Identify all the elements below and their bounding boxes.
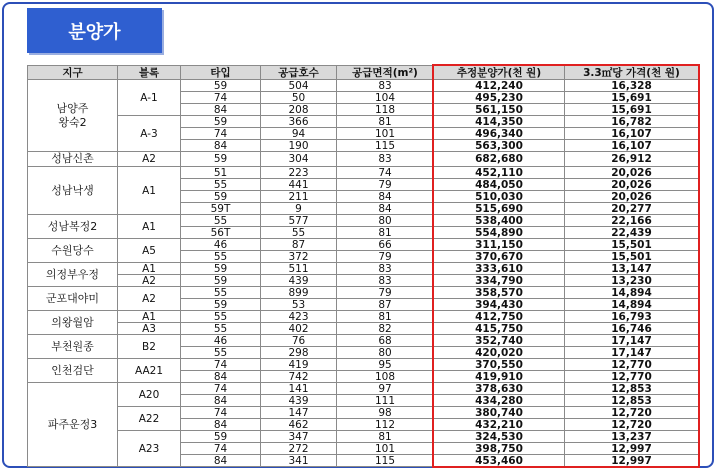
section-title-badge: 분양가 — [27, 8, 162, 53]
region-cell: 수원당수 — [28, 239, 118, 263]
area-cell: 79 — [337, 251, 434, 263]
area-cell: 81 — [337, 311, 434, 323]
header-type: 타입 — [181, 66, 261, 80]
type-cell: 74 — [181, 128, 261, 140]
units-cell: 76 — [261, 335, 337, 347]
units-cell: 419 — [261, 359, 337, 371]
price-per-pyeong-cell: 22,439 — [565, 227, 699, 239]
units-cell: 53 — [261, 299, 337, 311]
est-price-cell: 561,150 — [434, 104, 565, 116]
type-cell: 59 — [181, 431, 261, 443]
area-cell: 118 — [337, 104, 434, 116]
area-cell: 80 — [337, 347, 434, 359]
area-cell: 115 — [337, 455, 434, 467]
price-per-pyeong-cell: 17,147 — [565, 335, 699, 347]
area-cell: 97 — [337, 383, 434, 395]
type-cell: 59 — [181, 116, 261, 128]
area-cell: 66 — [337, 239, 434, 251]
est-price-cell: 414,350 — [434, 116, 565, 128]
area-cell: 87 — [337, 299, 434, 311]
area-cell: 84 — [337, 203, 434, 215]
area-cell: 74 — [337, 167, 434, 179]
units-cell: 577 — [261, 215, 337, 227]
price-per-pyeong-cell: 16,107 — [565, 140, 699, 152]
price-per-pyeong-cell: 14,894 — [565, 287, 699, 299]
units-cell: 439 — [261, 275, 337, 287]
type-cell: 46 — [181, 335, 261, 347]
type-cell: 59 — [181, 152, 261, 167]
region-cell: 파주운정3 — [28, 383, 118, 467]
price-per-pyeong-cell: 12,997 — [565, 443, 699, 455]
type-cell: 59T — [181, 203, 261, 215]
area-cell: 68 — [337, 335, 434, 347]
units-cell: 402 — [261, 323, 337, 335]
area-cell: 83 — [337, 80, 434, 92]
units-cell: 742 — [261, 371, 337, 383]
region-cell: 의왕월암 — [28, 311, 118, 335]
area-cell: 104 — [337, 92, 434, 104]
area-cell: 81 — [337, 227, 434, 239]
area-cell: 98 — [337, 407, 434, 419]
price-per-pyeong-cell: 12,720 — [565, 419, 699, 431]
est-price-cell: 496,340 — [434, 128, 565, 140]
type-cell: 74 — [181, 359, 261, 371]
price-per-pyeong-cell: 12,720 — [565, 407, 699, 419]
price-per-pyeong-cell: 12,770 — [565, 359, 699, 371]
price-per-pyeong-cell: 13,230 — [565, 275, 699, 287]
price-per-pyeong-cell: 16,782 — [565, 116, 699, 128]
area-cell: 80 — [337, 215, 434, 227]
est-price-cell: 370,550 — [434, 359, 565, 371]
region-cell: 성남신촌 — [28, 152, 118, 167]
type-cell: 55 — [181, 287, 261, 299]
region-cell: 성남복정2 — [28, 215, 118, 239]
block-cell: A20 — [118, 383, 181, 407]
units-cell: 347 — [261, 431, 337, 443]
table-row — [28, 215, 699, 227]
units-cell: 298 — [261, 347, 337, 359]
est-price-cell: 412,750 — [434, 311, 565, 323]
units-cell: 439 — [261, 395, 337, 407]
price-per-pyeong-cell: 20,277 — [565, 203, 699, 215]
units-cell: 55 — [261, 227, 337, 239]
table-row — [28, 152, 699, 167]
est-price-cell: 378,630 — [434, 383, 565, 395]
block-cell: A1 — [118, 167, 181, 215]
table-row — [28, 407, 699, 419]
est-price-cell: 563,300 — [434, 140, 565, 152]
area-cell: 83 — [337, 152, 434, 167]
type-cell: 74 — [181, 407, 261, 419]
type-cell: 84 — [181, 104, 261, 116]
header-units: 공급호수 — [261, 66, 337, 80]
area-cell: 81 — [337, 116, 434, 128]
area-cell: 111 — [337, 395, 434, 407]
price-per-pyeong-cell: 14,894 — [565, 299, 699, 311]
table-row — [28, 239, 699, 251]
units-cell: 272 — [261, 443, 337, 455]
area-cell: 112 — [337, 419, 434, 431]
block-cell: A1 — [118, 263, 181, 275]
est-price-cell: 554,890 — [434, 227, 565, 239]
units-cell: 87 — [261, 239, 337, 251]
est-price-cell: 412,240 — [434, 80, 565, 92]
est-price-cell: 311,150 — [434, 239, 565, 251]
units-cell: 94 — [261, 128, 337, 140]
type-cell: 59 — [181, 263, 261, 275]
est-price-cell: 419,910 — [434, 371, 565, 383]
table-row — [28, 383, 699, 395]
region-cell: 의정부우정 — [28, 263, 118, 287]
area-cell: 84 — [337, 191, 434, 203]
header-area: 공급면적(m²) — [337, 66, 434, 80]
block-cell: A2 — [118, 275, 181, 287]
block-cell: B2 — [118, 335, 181, 359]
block-cell: A3 — [118, 323, 181, 335]
table-row — [28, 311, 699, 323]
region-cell: 인천검단 — [28, 359, 118, 383]
type-cell: 55 — [181, 347, 261, 359]
type-cell: 55 — [181, 323, 261, 335]
type-cell: 84 — [181, 371, 261, 383]
table-header-row — [28, 66, 699, 80]
type-cell: 59 — [181, 299, 261, 311]
est-price-cell: 453,460 — [434, 455, 565, 467]
type-cell: 74 — [181, 92, 261, 104]
units-cell: 190 — [261, 140, 337, 152]
units-cell: 304 — [261, 152, 337, 167]
est-price-cell: 334,790 — [434, 275, 565, 287]
block-cell: A-3 — [118, 116, 181, 152]
table-row — [28, 116, 699, 128]
est-price-cell: 484,050 — [434, 179, 565, 191]
price-per-pyeong-cell: 26,912 — [565, 152, 699, 167]
est-price-cell: 432,210 — [434, 419, 565, 431]
table-row — [28, 80, 699, 92]
est-price-cell: 510,030 — [434, 191, 565, 203]
header-block: 블록 — [118, 66, 181, 80]
area-cell: 79 — [337, 179, 434, 191]
area-cell: 83 — [337, 263, 434, 275]
area-cell: 108 — [337, 371, 434, 383]
type-cell: 59 — [181, 80, 261, 92]
units-cell: 511 — [261, 263, 337, 275]
units-cell: 141 — [261, 383, 337, 395]
type-cell: 74 — [181, 443, 261, 455]
units-cell: 366 — [261, 116, 337, 128]
type-cell: 55 — [181, 215, 261, 227]
price-per-pyeong-cell: 15,501 — [565, 251, 699, 263]
block-cell: A2 — [118, 152, 181, 167]
block-cell: A2 — [118, 287, 181, 311]
price-per-pyeong-cell: 20,026 — [565, 167, 699, 179]
area-cell: 83 — [337, 275, 434, 287]
price-per-pyeong-cell: 12,770 — [565, 371, 699, 383]
table-row — [28, 263, 699, 275]
units-cell: 50 — [261, 92, 337, 104]
est-price-cell: 682,680 — [434, 152, 565, 167]
type-cell: 74 — [181, 383, 261, 395]
table-row — [28, 335, 699, 347]
type-cell: 59 — [181, 191, 261, 203]
area-cell: 101 — [337, 128, 434, 140]
type-cell: 84 — [181, 455, 261, 467]
block-cell: A1 — [118, 215, 181, 239]
block-cell: A5 — [118, 239, 181, 263]
units-cell: 208 — [261, 104, 337, 116]
type-cell: 55 — [181, 311, 261, 323]
est-price-cell: 394,430 — [434, 299, 565, 311]
units-cell: 423 — [261, 311, 337, 323]
table-row — [28, 275, 699, 287]
table-body — [28, 80, 699, 467]
est-price-cell: 352,740 — [434, 335, 565, 347]
header-region: 지구 — [28, 66, 118, 80]
price-per-pyeong-cell: 15,501 — [565, 239, 699, 251]
est-price-cell: 358,570 — [434, 287, 565, 299]
units-cell: 441 — [261, 179, 337, 191]
area-cell: 95 — [337, 359, 434, 371]
region-cell: 군포대야미 — [28, 287, 118, 311]
type-cell: 51 — [181, 167, 261, 179]
table-row — [28, 359, 699, 371]
header-est-price: 추정분양가(천 원) — [434, 66, 565, 80]
price-per-pyeong-cell: 12,853 — [565, 383, 699, 395]
est-price-cell: 370,670 — [434, 251, 565, 263]
price-per-pyeong-cell: 13,147 — [565, 263, 699, 275]
block-cell: A1 — [118, 311, 181, 323]
region-cell: 성남낙생 — [28, 167, 118, 215]
est-price-cell: 434,280 — [434, 395, 565, 407]
est-price-cell: 324,530 — [434, 431, 565, 443]
est-price-cell: 495,230 — [434, 92, 565, 104]
type-cell: 84 — [181, 140, 261, 152]
price-per-pyeong-cell: 16,328 — [565, 80, 699, 92]
price-per-pyeong-cell: 12,997 — [565, 455, 699, 467]
type-cell: 55 — [181, 179, 261, 191]
area-cell: 115 — [337, 140, 434, 152]
units-cell: 504 — [261, 80, 337, 92]
est-price-cell: 452,110 — [434, 167, 565, 179]
units-cell: 147 — [261, 407, 337, 419]
type-cell: 84 — [181, 395, 261, 407]
price-per-pyeong-cell: 16,107 — [565, 128, 699, 140]
block-cell: A22 — [118, 407, 181, 431]
block-cell: A23 — [118, 431, 181, 467]
est-price-cell: 538,400 — [434, 215, 565, 227]
price-per-pyeong-cell: 20,026 — [565, 179, 699, 191]
units-cell: 223 — [261, 167, 337, 179]
units-cell: 211 — [261, 191, 337, 203]
est-price-cell: 420,020 — [434, 347, 565, 359]
est-price-cell: 415,750 — [434, 323, 565, 335]
price-per-pyeong-cell: 15,691 — [565, 92, 699, 104]
type-cell: 84 — [181, 419, 261, 431]
type-cell: 55 — [181, 251, 261, 263]
est-price-cell: 398,750 — [434, 443, 565, 455]
area-cell: 79 — [337, 287, 434, 299]
area-cell: 81 — [337, 431, 434, 443]
est-price-cell: 333,610 — [434, 263, 565, 275]
region-cell: 부천원종 — [28, 335, 118, 359]
price-per-pyeong-cell: 13,237 — [565, 431, 699, 443]
price-per-pyeong-cell: 15,691 — [565, 104, 699, 116]
units-cell: 462 — [261, 419, 337, 431]
units-cell: 899 — [261, 287, 337, 299]
est-price-cell: 515,690 — [434, 203, 565, 215]
table-row — [28, 167, 699, 179]
region-cell: 남양주 왕숙2 — [28, 80, 118, 152]
type-cell: 46 — [181, 239, 261, 251]
price-per-pyeong-cell: 20,026 — [565, 191, 699, 203]
area-cell: 82 — [337, 323, 434, 335]
block-cell: AA21 — [118, 359, 181, 383]
price-per-pyeong-cell: 16,793 — [565, 311, 699, 323]
units-cell: 372 — [261, 251, 337, 263]
header-price-per-pyeong: 3.3㎡당 가격(천 원) — [565, 66, 699, 80]
units-cell: 9 — [261, 203, 337, 215]
table-row — [28, 287, 699, 299]
table-row — [28, 431, 699, 443]
type-cell: 59 — [181, 275, 261, 287]
block-cell: A-1 — [118, 80, 181, 116]
price-per-pyeong-cell: 16,746 — [565, 323, 699, 335]
units-cell: 341 — [261, 455, 337, 467]
area-cell: 101 — [337, 443, 434, 455]
est-price-cell: 380,740 — [434, 407, 565, 419]
type-cell: 56T — [181, 227, 261, 239]
table-row — [28, 323, 699, 335]
price-per-pyeong-cell: 12,853 — [565, 395, 699, 407]
price-table — [27, 65, 699, 467]
price-per-pyeong-cell: 22,166 — [565, 215, 699, 227]
price-per-pyeong-cell: 17,147 — [565, 347, 699, 359]
